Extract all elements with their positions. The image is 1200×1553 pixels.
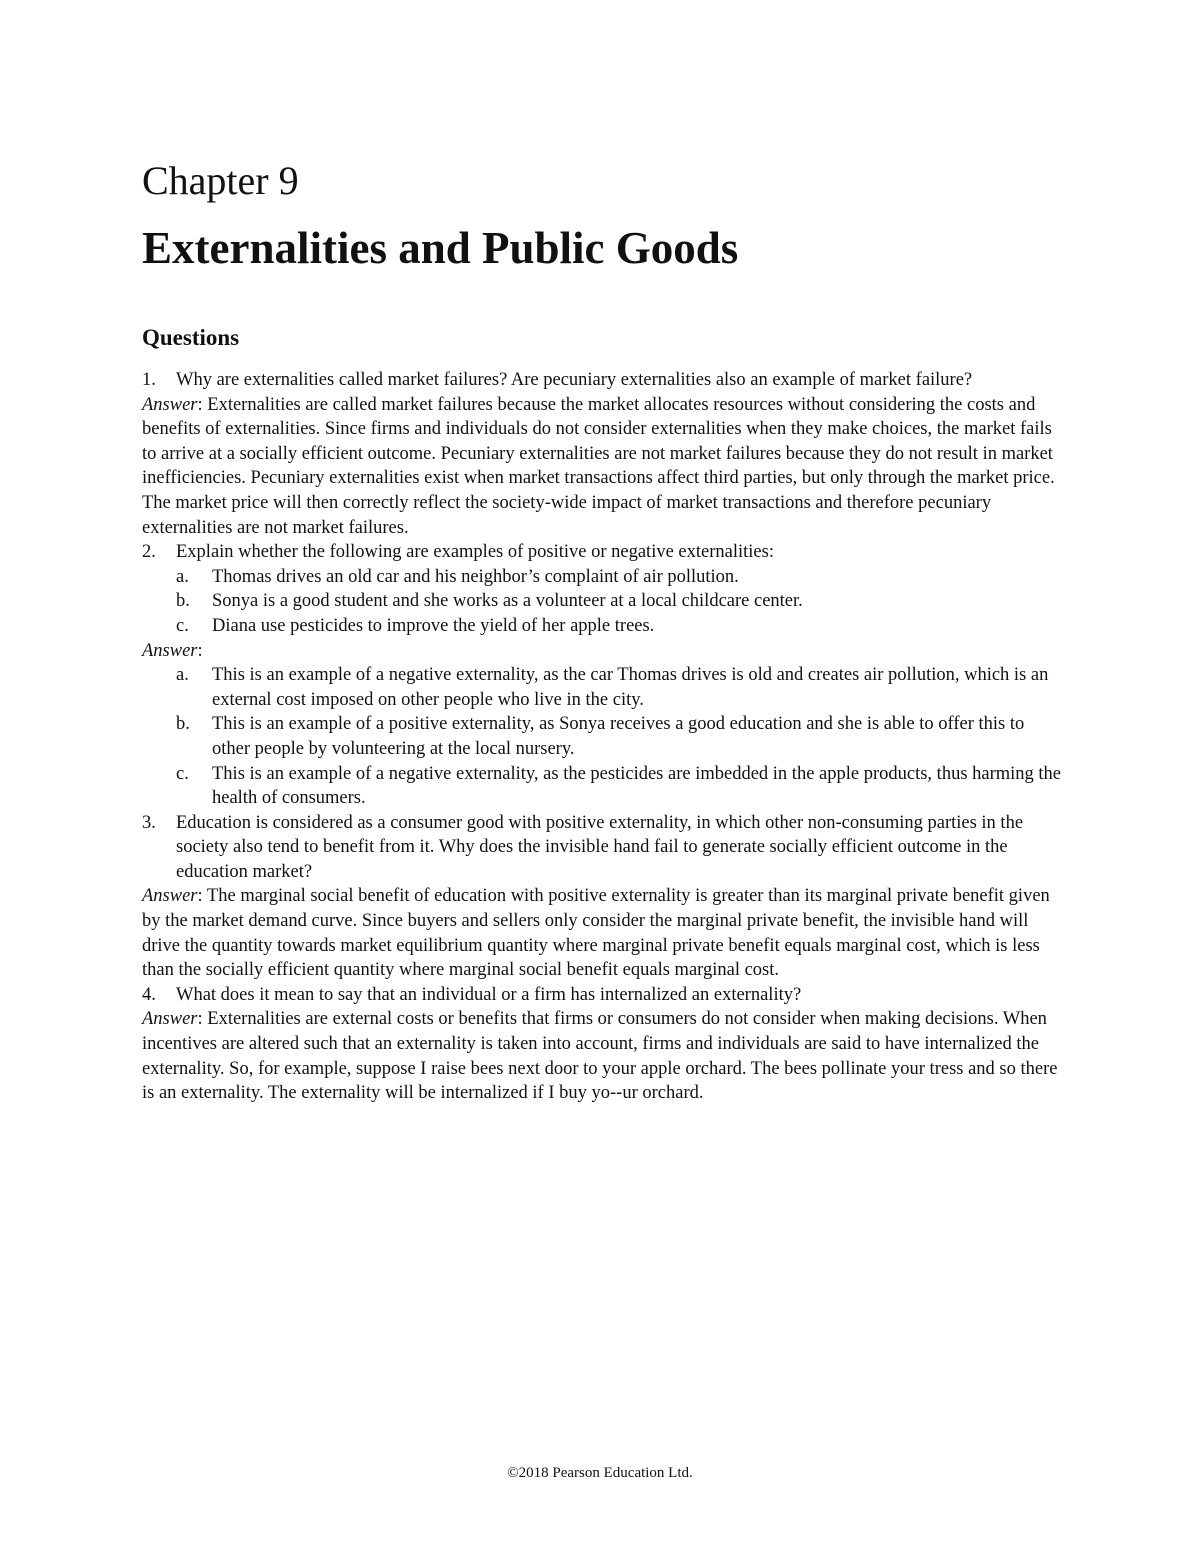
answer-1 [142,393,1062,541]
answer-text: : [197,640,203,661]
answer-label: Answer [142,1009,198,1030]
item-text: This is an example of a positive externality, as Sonya receives a good education and she is able to offer this to other people by volunteering at the local nursery. [212,714,1025,759]
section-heading: Questions [142,325,240,350]
item-letter: a. [176,665,189,686]
question-2-item-a [142,565,1062,590]
answer-text: : The marginal social benefit of education with positive externality is greater than its marginal private benefit given by the market demand curve. Since buyers and sellers only consider the marginal private benefit, the invisible hand will drive the quantity towards market equilibrium quantity where marginal private benefit equals marginal cost, which is less than the socially efficient quantity where marginal social benefit equals marginal cost. [142,886,1050,981]
answer-3 [142,884,1062,982]
question-1 [142,368,1062,393]
question-text: What does it mean to say that an individual or a firm has internalized an externality? [176,984,802,1005]
item-letter: c. [176,615,189,636]
question-text: Explain whether the following are examples of positive or negative externalities: [176,542,774,563]
answer-2-item-c [142,762,1062,811]
item-letter: a. [176,566,189,587]
chapter-title: Externalities and Public Goods [142,223,739,273]
item-letter: b. [176,714,190,735]
answer-text: : Externalities are external costs or benefits that firms or consumers do not consider when making decisions. When incentives are altered such that an externality is taken into account, firms and individuals are said to have internalized the externality. So, for example, suppose I raise bees next door to your apple orchard. The bees pollinate your tress and so there is an externality. The externality will be internalized if I buy yo--ur orchard. [142,1009,1058,1104]
item-text: Sonya is a good student and she works as a volunteer at a local childcare center. [212,591,803,612]
answer-2-item-b [142,712,1062,761]
question-number: 3. [142,812,156,833]
question-text: Why are externalities called market failures? Are pecuniary externalities also an example of market failure? [176,370,973,390]
footer-copyright: ©2018 Pearson Education Ltd. [507,1465,693,1481]
item-text: Thomas drives an old car and his neighbor’s complaint of air pollution. [212,566,739,587]
answer-2 [142,639,1062,664]
question-number: 2. [142,542,156,563]
question-2-item-c [142,614,1062,639]
answer-text: : Externalities are called market failures because the market allocates resources without considering the costs and benefits of externalities. Since firms and individuals do not consider externalities when they make choices, the market fails to arrive at a socially efficient outcome. Pecuniary externalities are not market failures because they do not result in market inefficiencies. Pecuniary externalities exist when market transactions affect third parties, but only through the market price. The market price will then correctly reflect the society-wide impact of market transactions and therefore pecuniary externalities are not market failures. [142,394,1055,538]
questions-content [142,368,1062,1106]
answer-2-item-a [142,663,1062,712]
question-2-item-b [142,589,1062,614]
item-text: This is an example of a negative externality, as the car Thomas drives is old and creates air pollution, which is an external cost imposed on other people who live in the city. [212,665,1049,710]
question-3 [142,811,1062,885]
item-letter: c. [176,763,189,784]
answer-label: Answer [142,886,198,907]
answer-4 [142,1007,1062,1105]
answer-label: Answer [142,394,198,415]
question-4 [142,983,1062,1008]
chapter-label: Chapter 9 [142,158,299,203]
answer-label: Answer [142,640,198,661]
question-number: 4. [142,984,156,1005]
item-text: Diana use pesticides to improve the yield of her apple trees. [212,615,655,636]
item-letter: b. [176,591,190,612]
question-number: 1. [142,370,156,390]
item-text: This is an example of a negative externality, as the pesticides are imbedded in the apple products, thus harming the health of consumers. [212,763,1062,809]
question-2 [142,540,1062,565]
question-text: Education is considered as a consumer good with positive externality, in which other non-consuming parties in the society also tend to benefit from it. Why does the invisible hand fail to generate socially efficient outcome in the education market? [176,812,1024,882]
